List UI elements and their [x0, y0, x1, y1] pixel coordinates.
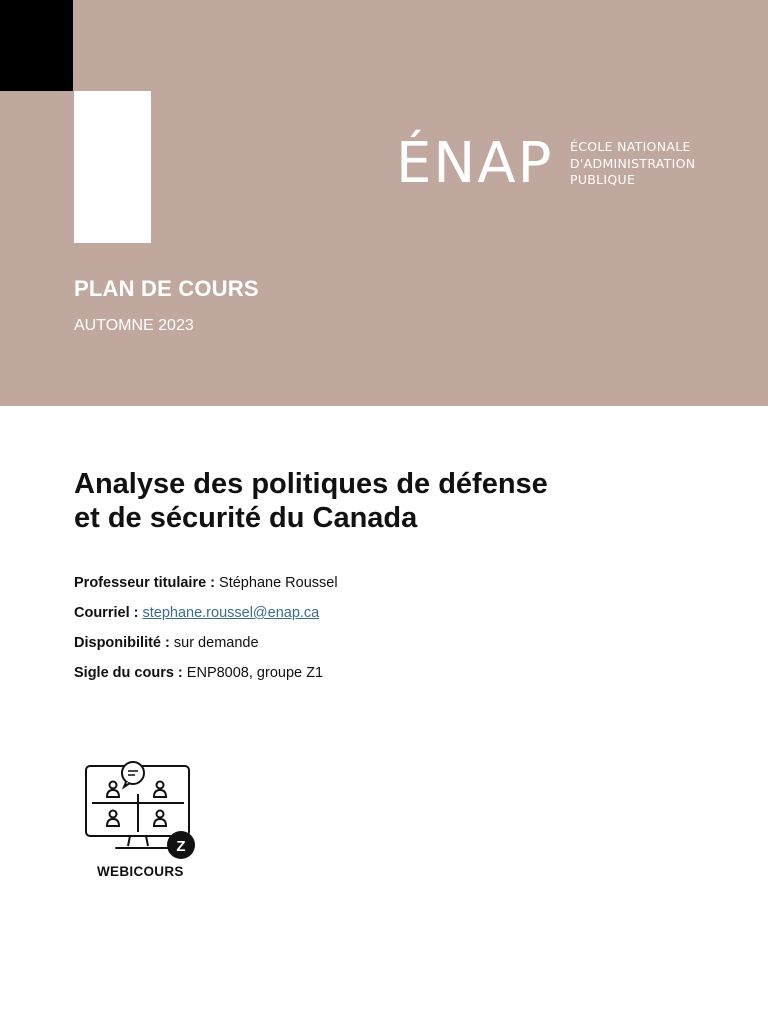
logo-line: ÉCOLE NATIONALE	[570, 139, 691, 154]
course-title-line: Analyse des politiques de défense	[74, 468, 548, 500]
plan-title: PLAN DE COURS	[74, 276, 259, 301]
professor-value: Stéphane Roussel	[219, 575, 338, 591]
availability-value: sur demande	[173, 635, 259, 651]
availability-row	[74, 633, 338, 663]
course-title-line: et de sécurité du Canada	[74, 502, 418, 534]
enap-logo	[396, 122, 554, 196]
availability-label: Disponibilité :	[74, 635, 170, 651]
plan-term: AUTOMNE 2023	[74, 317, 194, 334]
course-code-value: ENP8008, groupe Z1	[186, 665, 324, 681]
logo-mark: ÉNAP	[396, 131, 554, 196]
course-title	[74, 467, 634, 535]
course-info	[74, 573, 338, 693]
course-code-label: Sigle du cours :	[74, 665, 183, 681]
webinar-monitor-icon	[80, 756, 200, 866]
email-row	[74, 603, 338, 633]
badge-letter: Z	[176, 838, 186, 855]
professor-label: Professeur titulaire :	[74, 575, 216, 591]
email-link[interactable]: stephane.roussel@enap.ca	[142, 605, 320, 621]
webicours-label: WEBICOURS	[97, 864, 184, 879]
decorative-white-block	[74, 91, 151, 243]
professor-row	[74, 573, 338, 603]
corner-decoration	[0, 0, 73, 91]
email-label: Courriel :	[74, 605, 139, 621]
logo-line: PUBLIQUE	[570, 172, 636, 187]
logo-text	[570, 139, 695, 189]
course-code-row	[74, 663, 338, 693]
logo-line: D'ADMINISTRATION	[570, 155, 696, 171]
